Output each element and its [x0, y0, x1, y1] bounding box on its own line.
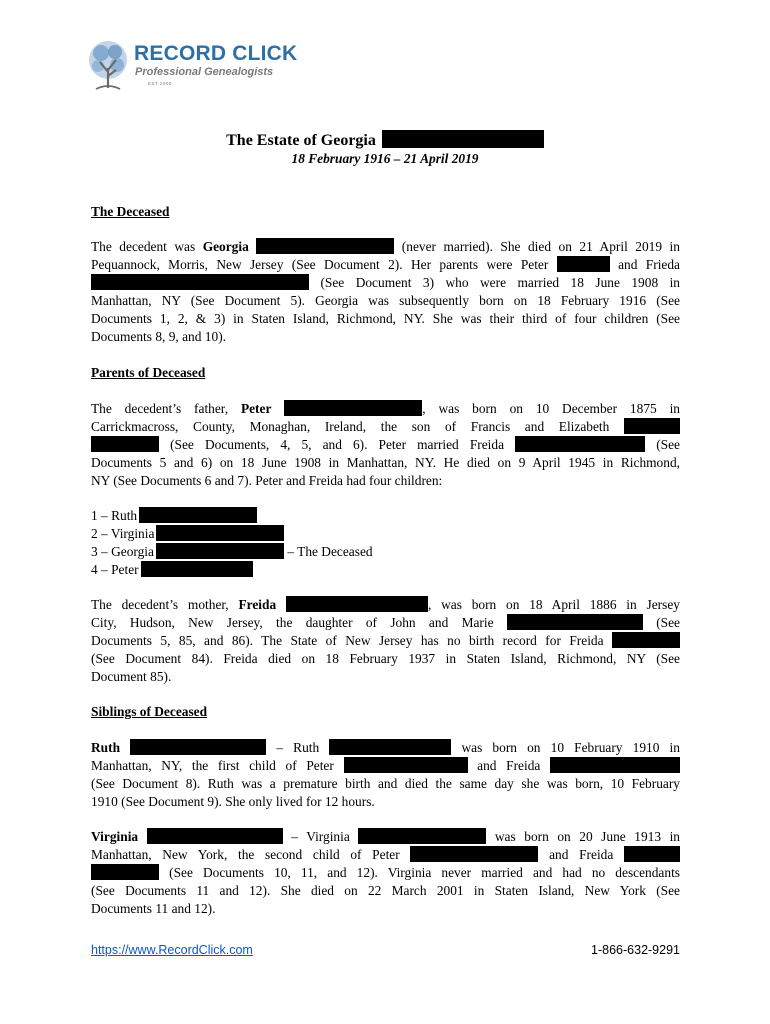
text: The decedent’s mother,: [91, 597, 239, 612]
redaction: [147, 828, 283, 844]
child-list-item: [91, 507, 680, 525]
paragraph-line: Manhattan, NY (See Document 5). Georgia was subsequently born on 18 February 1916 (See: [91, 293, 680, 308]
paragraph-line: [91, 828, 680, 846]
redaction: [507, 614, 643, 630]
paragraph-line: 1910 (See Document 9). She only lived for 12 hours.: [91, 794, 375, 809]
paragraph-line: Document 85).: [91, 669, 172, 684]
paragraph-line: [91, 757, 680, 775]
text: and Frieda: [618, 257, 681, 272]
text: Manhattan, NY, the first child of Peter: [91, 758, 334, 773]
redaction: [550, 757, 680, 773]
paragraph-line: NY (See Documents 6 and 7). Peter and Freida had four children:: [91, 473, 443, 488]
paragraph-line: [91, 614, 680, 632]
paragraph-line: [91, 238, 680, 256]
redaction: [515, 436, 645, 452]
paragraph-line: [91, 846, 680, 864]
redaction: [382, 130, 544, 148]
redaction: [624, 846, 680, 862]
redaction: [286, 596, 428, 612]
redaction: [329, 739, 451, 755]
text: – Ruth: [276, 740, 320, 755]
paragraph-line: Documents 11 and 12).: [91, 901, 216, 916]
record-click-logo: [86, 38, 298, 94]
tree-logo-icon: [86, 38, 134, 92]
text: – Virginia: [291, 829, 350, 844]
text: Carrickmacross, County, Monaghan, Ireland, the son of Francis and Elizabeth: [91, 419, 610, 434]
paragraph-line: [91, 596, 680, 614]
text: Pequannock, Morris, New Jersey (See Document 2). Her parents were Peter: [91, 257, 549, 272]
text-bold: Freida: [238, 597, 277, 612]
title-text: The Estate of Georgia: [226, 132, 376, 149]
paragraph-line: (See Document 8). Ruth was a premature birth and died the same day she was born, 10 February: [91, 776, 680, 791]
text: and Freida: [477, 758, 541, 773]
text: Documents 5, 85, and 86). The State of New Jersey has no birth record for Freida: [91, 633, 604, 648]
redaction: [284, 400, 422, 416]
redaction: [410, 846, 538, 862]
redaction: [141, 561, 253, 577]
text: and Freida: [549, 847, 614, 862]
text: (never married). She died on 21 April 2019 in: [401, 239, 680, 254]
text: The decedent’s father,: [91, 401, 241, 416]
phone-number: 1-866-632-9291: [591, 943, 680, 957]
paragraph-line: Documents 1, 2, & 3) in Staten Island, Richmond, NY. She was their third of four children (See: [91, 311, 680, 326]
text: – The Deceased: [287, 544, 373, 559]
redaction: [91, 436, 159, 452]
brand-name: RECORD CLICK: [134, 42, 298, 65]
redaction: [624, 418, 680, 434]
text-bold: Virginia: [91, 829, 139, 844]
redaction: [139, 507, 257, 523]
paragraph-line: [91, 632, 680, 650]
text: 2 – Virginia: [91, 526, 155, 541]
redaction: [612, 632, 680, 648]
text: (See Document 3) who were married 18 June 1908 in: [320, 275, 680, 290]
paragraph-line: (See Documents 11 and 12). She died on 22 March 2001 in Staten Island, New York (See: [91, 883, 680, 898]
redaction: [358, 828, 486, 844]
redaction: [344, 757, 468, 773]
text: (See Documents 10, 11, and 12). Virginia never married and had no descendants: [169, 865, 680, 880]
text: 1 – Ruth: [91, 508, 138, 523]
paragraph-line: [91, 274, 680, 292]
redaction: [91, 864, 159, 880]
text: was born on 20 June 1913 in: [494, 829, 680, 844]
paragraph-line: [91, 436, 680, 454]
text: 3 – Georgia: [91, 544, 154, 559]
section-heading-deceased: The Deceased: [91, 204, 170, 219]
redaction: [156, 525, 284, 541]
paragraph-line: [91, 256, 680, 274]
section-heading-parents: Parents of Deceased: [91, 365, 206, 380]
text-bold: Georgia: [202, 239, 249, 254]
paragraph-line: Documents 8, 9, and 10).: [91, 329, 226, 344]
document-title: [0, 130, 770, 150]
brand-tagline: Professional Genealogists: [135, 66, 274, 78]
website-link[interactable]: https://www.RecordClick.com: [91, 943, 253, 957]
child-list-item: [91, 561, 680, 579]
text: 4 – Peter: [91, 562, 139, 577]
text: (See Documents, 4, 5, and 6). Peter married Freida: [170, 437, 505, 452]
redaction: [91, 274, 309, 290]
text-bold: Ruth: [91, 740, 121, 755]
redaction: [256, 238, 394, 254]
section-heading-siblings: Siblings of Deceased: [91, 704, 208, 719]
text-bold: Peter: [240, 401, 272, 416]
text: The decedent was: [91, 239, 203, 254]
redaction: [156, 543, 284, 559]
child-list-item: [91, 525, 680, 543]
paragraph-line: [91, 418, 680, 436]
text: Manhattan, New York, the second child of Peter: [91, 847, 400, 862]
text: was born on 10 February 1910 in: [461, 740, 680, 755]
text: (See: [656, 615, 680, 630]
document-dates: 18 February 1916 – 21 April 2019: [291, 151, 479, 166]
redaction: [557, 256, 610, 272]
paragraph-line: [91, 400, 680, 418]
text: (See: [656, 437, 680, 452]
text: , was born on 18 April 1886 in Jersey: [427, 597, 680, 612]
brand-est: EST 2000: [148, 81, 172, 86]
text: , was born on 10 December 1875 in: [422, 401, 680, 416]
paragraph-line: Documents 5 and 6) on 18 June 1908 in Manhattan, NY. He died on 9 April 1945 in Richmond,: [91, 455, 680, 470]
child-list-item: [91, 543, 680, 561]
redaction: [130, 739, 266, 755]
paragraph-line: [91, 739, 680, 757]
text: City, Hudson, New Jersey, the daughter of John and Marie: [91, 615, 494, 630]
paragraph-line: [91, 864, 680, 882]
paragraph-line: (See Document 84). Freida died on 18 February 1937 in Staten Island, Richmond, NY (See: [91, 651, 680, 666]
